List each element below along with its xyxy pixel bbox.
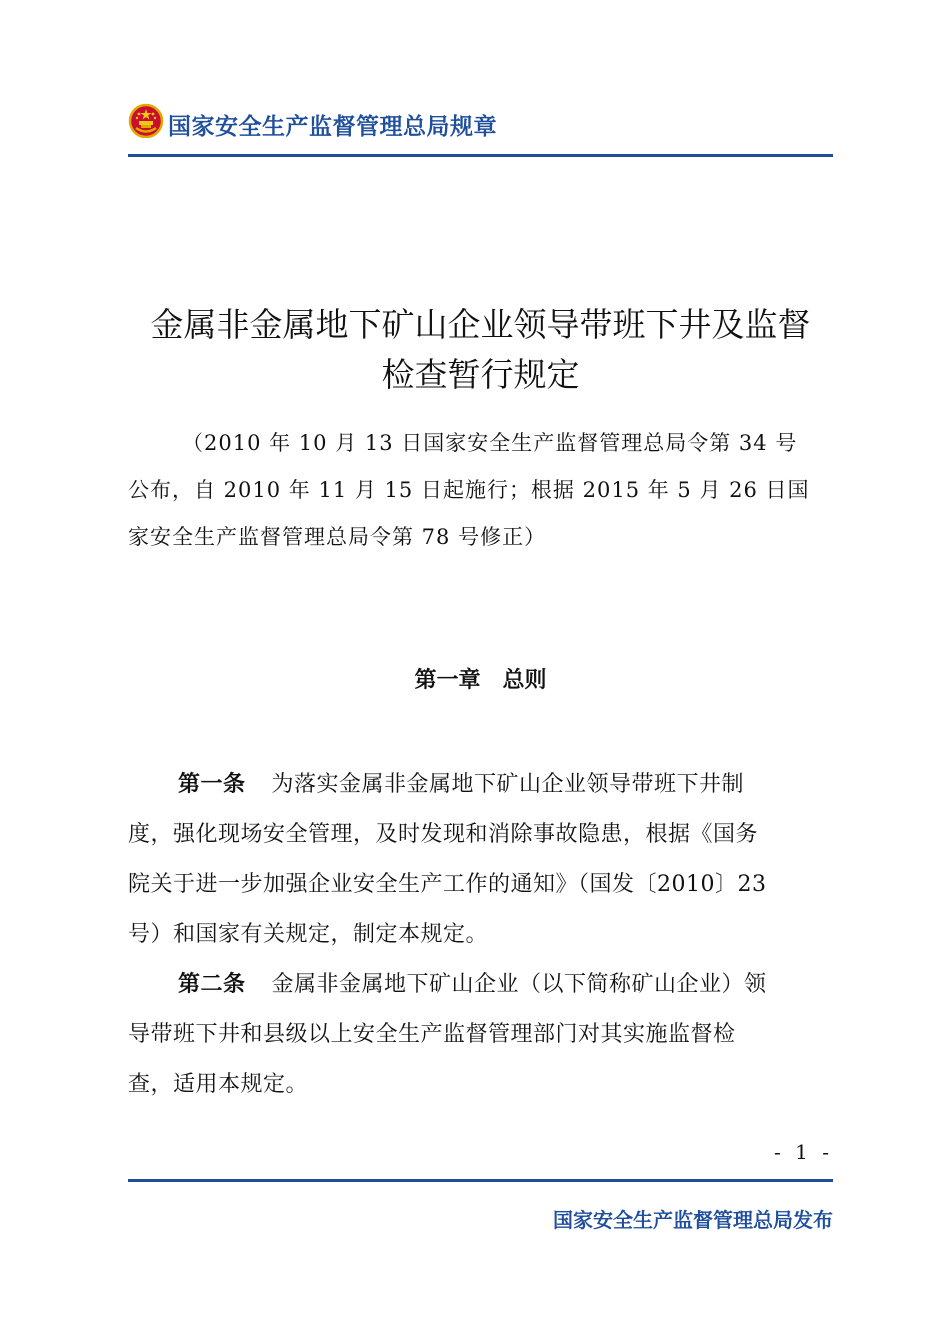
document-title-line: 金属非金属地下矿山企业领导带班下井及监督 (150, 305, 811, 344)
national-emblem-icon (128, 102, 164, 138)
header-divider (128, 154, 833, 157)
article-line (128, 960, 833, 1010)
subtitle-line: （2010 年 10 月 13 日国家安全生产监督管理总局令第 34 号 (182, 431, 798, 455)
article-line (128, 760, 833, 810)
article-text: 金属非金属地下矿山企业（以下简称矿山企业）领 (271, 972, 767, 997)
chapter-heading: 第一章 总则 (414, 668, 547, 693)
document-title-line: 检查暂行规定 (381, 355, 580, 394)
footer-publisher: 国家安全生产监督管理总局发布 (553, 1208, 833, 1232)
article-1 (128, 760, 833, 960)
document-subtitle (128, 420, 833, 561)
article-label: 第一条 (178, 772, 246, 797)
page-number: - 1 - (774, 1140, 833, 1164)
subtitle-line: 公布，自 2010 年 11 月 15 日起施行；根据 2015 年 5 月 26 日国 (128, 478, 810, 502)
article-line: 查，适用本规定。 (128, 1072, 309, 1097)
article-line: 号）和国家有关规定，制定本规定。 (128, 922, 489, 947)
article-line: 度，强化现场安全管理，及时发现和消除事故隐患，根据《国务 (128, 822, 759, 847)
article-2 (128, 960, 833, 1110)
article-text: 为落实金属非金属地下矿山企业领导带班下井制 (271, 772, 745, 797)
article-label: 第二条 (178, 972, 246, 997)
page-header (128, 100, 833, 144)
article-line: 院关于进一步加强企业安全生产工作的通知》（国发〔2010〕23 (128, 872, 767, 897)
footer-divider (128, 1179, 833, 1182)
article-line: 导带班下井和县级以上安全生产监督管理部门对其实施监督检 (128, 1022, 736, 1047)
header-title: 国家安全生产监督管理总局规章 (168, 114, 497, 140)
subtitle-line: 家安全生产监督管理总局令第 78 号修正） (128, 525, 547, 549)
document-title (128, 300, 833, 400)
